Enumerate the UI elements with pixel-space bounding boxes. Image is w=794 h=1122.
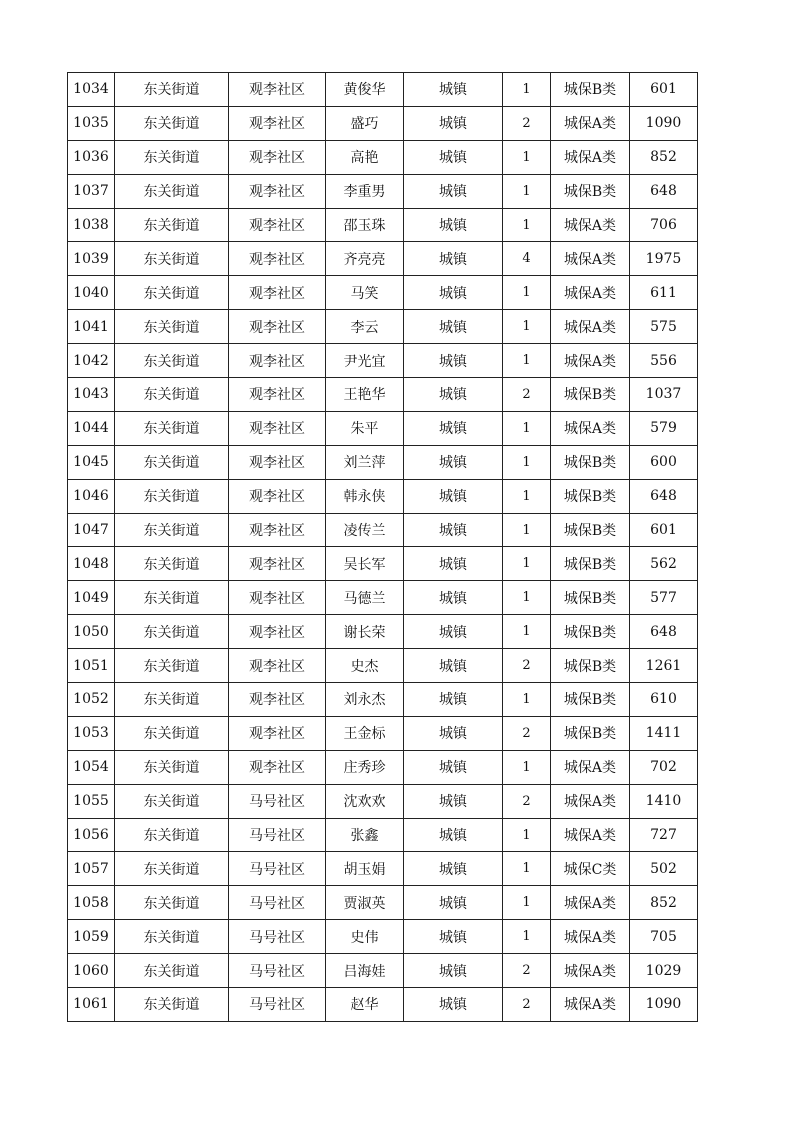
table-row: [68, 852, 698, 886]
community-cell: 观李社区: [229, 683, 326, 717]
category-cell: 城保B类: [551, 581, 630, 615]
row-number-cell: 1059: [68, 920, 115, 954]
area-type-cell: 城镇: [404, 683, 503, 717]
area-type-cell: 城镇: [404, 513, 503, 547]
table-row: [68, 954, 698, 988]
household-count-cell: 1: [503, 344, 551, 378]
community-cell: 观李社区: [229, 208, 326, 242]
community-cell: 观李社区: [229, 242, 326, 276]
row-number-cell: 1055: [68, 784, 115, 818]
subsidy-roster-table: [67, 72, 698, 1022]
area-type-cell: 城镇: [404, 988, 503, 1022]
street-cell: 东关街道: [115, 445, 229, 479]
community-cell: 观李社区: [229, 445, 326, 479]
area-type-cell: 城镇: [404, 716, 503, 750]
street-cell: 东关街道: [115, 547, 229, 581]
table-row: [68, 920, 698, 954]
street-cell: 东关街道: [115, 242, 229, 276]
name-cell: 王艳华: [326, 378, 404, 412]
street-cell: 东关街道: [115, 174, 229, 208]
area-type-cell: 城镇: [404, 73, 503, 107]
amount-cell: 1975: [630, 242, 698, 276]
amount-cell: 600: [630, 445, 698, 479]
table-row: [68, 818, 698, 852]
area-type-cell: 城镇: [404, 276, 503, 310]
row-number-cell: 1050: [68, 615, 115, 649]
street-cell: 东关街道: [115, 513, 229, 547]
name-cell: 高艳: [326, 140, 404, 174]
row-number-cell: 1052: [68, 683, 115, 717]
table-row: [68, 479, 698, 513]
name-cell: 马德兰: [326, 581, 404, 615]
community-cell: 马号社区: [229, 988, 326, 1022]
area-type-cell: 城镇: [404, 818, 503, 852]
amount-cell: 611: [630, 276, 698, 310]
amount-cell: 1410: [630, 784, 698, 818]
category-cell: 城保A类: [551, 310, 630, 344]
community-cell: 观李社区: [229, 615, 326, 649]
table-row: [68, 784, 698, 818]
name-cell: 张鑫: [326, 818, 404, 852]
household-count-cell: 1: [503, 547, 551, 581]
amount-cell: 648: [630, 174, 698, 208]
name-cell: 凌传兰: [326, 513, 404, 547]
street-cell: 东关街道: [115, 954, 229, 988]
community-cell: 观李社区: [229, 344, 326, 378]
table-row: [68, 988, 698, 1022]
household-count-cell: 1: [503, 750, 551, 784]
name-cell: 史杰: [326, 649, 404, 683]
area-type-cell: 城镇: [404, 852, 503, 886]
household-count-cell: 4: [503, 242, 551, 276]
community-cell: 马号社区: [229, 886, 326, 920]
area-type-cell: 城镇: [404, 106, 503, 140]
household-count-cell: 2: [503, 784, 551, 818]
row-number-cell: 1060: [68, 954, 115, 988]
area-type-cell: 城镇: [404, 310, 503, 344]
category-cell: 城保A类: [551, 920, 630, 954]
table-row: [68, 649, 698, 683]
row-number-cell: 1044: [68, 411, 115, 445]
name-cell: 刘兰萍: [326, 445, 404, 479]
row-number-cell: 1047: [68, 513, 115, 547]
amount-cell: 562: [630, 547, 698, 581]
community-cell: 马号社区: [229, 920, 326, 954]
household-count-cell: 1: [503, 615, 551, 649]
table-row: [68, 547, 698, 581]
area-type-cell: 城镇: [404, 140, 503, 174]
community-cell: 观李社区: [229, 513, 326, 547]
area-type-cell: 城镇: [404, 581, 503, 615]
name-cell: 马笑: [326, 276, 404, 310]
street-cell: 东关街道: [115, 886, 229, 920]
area-type-cell: 城镇: [404, 750, 503, 784]
category-cell: 城保B类: [551, 683, 630, 717]
street-cell: 东关街道: [115, 276, 229, 310]
row-number-cell: 1056: [68, 818, 115, 852]
community-cell: 马号社区: [229, 784, 326, 818]
amount-cell: 702: [630, 750, 698, 784]
category-cell: 城保B类: [551, 547, 630, 581]
household-count-cell: 2: [503, 106, 551, 140]
household-count-cell: 2: [503, 649, 551, 683]
category-cell: 城保A类: [551, 344, 630, 378]
amount-cell: 601: [630, 513, 698, 547]
street-cell: 东关街道: [115, 378, 229, 412]
community-cell: 观李社区: [229, 479, 326, 513]
table-row: [68, 750, 698, 784]
table-row: [68, 411, 698, 445]
table-row: [68, 581, 698, 615]
table-row: [68, 615, 698, 649]
household-count-cell: 1: [503, 818, 551, 852]
area-type-cell: 城镇: [404, 649, 503, 683]
household-count-cell: 1: [503, 852, 551, 886]
area-type-cell: 城镇: [404, 174, 503, 208]
area-type-cell: 城镇: [404, 344, 503, 378]
row-number-cell: 1039: [68, 242, 115, 276]
community-cell: 观李社区: [229, 581, 326, 615]
community-cell: 观李社区: [229, 276, 326, 310]
row-number-cell: 1038: [68, 208, 115, 242]
name-cell: 庄秀珍: [326, 750, 404, 784]
table-row: [68, 886, 698, 920]
street-cell: 东关街道: [115, 344, 229, 378]
row-number-cell: 1049: [68, 581, 115, 615]
area-type-cell: 城镇: [404, 479, 503, 513]
category-cell: 城保A类: [551, 818, 630, 852]
row-number-cell: 1058: [68, 886, 115, 920]
name-cell: 朱平: [326, 411, 404, 445]
name-cell: 胡玉娟: [326, 852, 404, 886]
category-cell: 城保A类: [551, 140, 630, 174]
street-cell: 东关街道: [115, 716, 229, 750]
category-cell: 城保A类: [551, 276, 630, 310]
category-cell: 城保A类: [551, 208, 630, 242]
street-cell: 东关街道: [115, 852, 229, 886]
table-row: [68, 378, 698, 412]
street-cell: 东关街道: [115, 683, 229, 717]
amount-cell: 648: [630, 479, 698, 513]
street-cell: 东关街道: [115, 310, 229, 344]
community-cell: 观李社区: [229, 750, 326, 784]
name-cell: 吴长军: [326, 547, 404, 581]
row-number-cell: 1034: [68, 73, 115, 107]
row-number-cell: 1040: [68, 276, 115, 310]
row-number-cell: 1037: [68, 174, 115, 208]
community-cell: 观李社区: [229, 106, 326, 140]
category-cell: 城保B类: [551, 378, 630, 412]
category-cell: 城保A类: [551, 954, 630, 988]
area-type-cell: 城镇: [404, 784, 503, 818]
household-count-cell: 2: [503, 988, 551, 1022]
community-cell: 观李社区: [229, 716, 326, 750]
street-cell: 东关街道: [115, 818, 229, 852]
household-count-cell: 2: [503, 954, 551, 988]
household-count-cell: 1: [503, 276, 551, 310]
name-cell: 刘永杰: [326, 683, 404, 717]
name-cell: 吕海娃: [326, 954, 404, 988]
household-count-cell: 1: [503, 886, 551, 920]
amount-cell: 727: [630, 818, 698, 852]
amount-cell: 556: [630, 344, 698, 378]
name-cell: 齐亮亮: [326, 242, 404, 276]
amount-cell: 1037: [630, 378, 698, 412]
table-body: [68, 73, 698, 1022]
community-cell: 观李社区: [229, 411, 326, 445]
table-row: [68, 208, 698, 242]
household-count-cell: 1: [503, 208, 551, 242]
area-type-cell: 城镇: [404, 242, 503, 276]
community-cell: 观李社区: [229, 649, 326, 683]
row-number-cell: 1053: [68, 716, 115, 750]
name-cell: 沈欢欢: [326, 784, 404, 818]
area-type-cell: 城镇: [404, 378, 503, 412]
community-cell: 马号社区: [229, 818, 326, 852]
row-number-cell: 1041: [68, 310, 115, 344]
area-type-cell: 城镇: [404, 886, 503, 920]
category-cell: 城保C类: [551, 852, 630, 886]
street-cell: 东关街道: [115, 649, 229, 683]
street-cell: 东关街道: [115, 988, 229, 1022]
amount-cell: 1090: [630, 106, 698, 140]
amount-cell: 610: [630, 683, 698, 717]
amount-cell: 1411: [630, 716, 698, 750]
category-cell: 城保A类: [551, 242, 630, 276]
community-cell: 观李社区: [229, 547, 326, 581]
name-cell: 韩永侠: [326, 479, 404, 513]
table-row: [68, 242, 698, 276]
name-cell: 王金标: [326, 716, 404, 750]
category-cell: 城保B类: [551, 513, 630, 547]
amount-cell: 575: [630, 310, 698, 344]
household-count-cell: 1: [503, 445, 551, 479]
community-cell: 观李社区: [229, 310, 326, 344]
row-number-cell: 1045: [68, 445, 115, 479]
category-cell: 城保B类: [551, 716, 630, 750]
row-number-cell: 1061: [68, 988, 115, 1022]
category-cell: 城保B类: [551, 73, 630, 107]
amount-cell: 706: [630, 208, 698, 242]
table-row: [68, 140, 698, 174]
name-cell: 谢长荣: [326, 615, 404, 649]
category-cell: 城保A类: [551, 886, 630, 920]
amount-cell: 579: [630, 411, 698, 445]
community-cell: 观李社区: [229, 378, 326, 412]
row-number-cell: 1057: [68, 852, 115, 886]
street-cell: 东关街道: [115, 411, 229, 445]
row-number-cell: 1048: [68, 547, 115, 581]
street-cell: 东关街道: [115, 479, 229, 513]
category-cell: 城保A类: [551, 750, 630, 784]
table-row: [68, 276, 698, 310]
category-cell: 城保A类: [551, 411, 630, 445]
household-count-cell: 2: [503, 378, 551, 412]
household-count-cell: 1: [503, 581, 551, 615]
household-count-cell: 1: [503, 513, 551, 547]
table-row: [68, 310, 698, 344]
row-number-cell: 1051: [68, 649, 115, 683]
area-type-cell: 城镇: [404, 954, 503, 988]
street-cell: 东关街道: [115, 581, 229, 615]
street-cell: 东关街道: [115, 784, 229, 818]
area-type-cell: 城镇: [404, 920, 503, 954]
amount-cell: 852: [630, 140, 698, 174]
street-cell: 东关街道: [115, 920, 229, 954]
amount-cell: 577: [630, 581, 698, 615]
household-count-cell: 1: [503, 683, 551, 717]
community-cell: 马号社区: [229, 852, 326, 886]
street-cell: 东关街道: [115, 208, 229, 242]
community-cell: 观李社区: [229, 140, 326, 174]
table-row: [68, 344, 698, 378]
amount-cell: 705: [630, 920, 698, 954]
household-count-cell: 2: [503, 716, 551, 750]
amount-cell: 852: [630, 886, 698, 920]
street-cell: 东关街道: [115, 73, 229, 107]
amount-cell: 601: [630, 73, 698, 107]
name-cell: 盛巧: [326, 106, 404, 140]
category-cell: 城保A类: [551, 784, 630, 818]
category-cell: 城保B类: [551, 479, 630, 513]
row-number-cell: 1042: [68, 344, 115, 378]
table-row: [68, 716, 698, 750]
household-count-cell: 1: [503, 174, 551, 208]
area-type-cell: 城镇: [404, 615, 503, 649]
household-count-cell: 1: [503, 140, 551, 174]
category-cell: 城保B类: [551, 615, 630, 649]
row-number-cell: 1036: [68, 140, 115, 174]
name-cell: 李云: [326, 310, 404, 344]
table-row: [68, 445, 698, 479]
household-count-cell: 1: [503, 310, 551, 344]
household-count-cell: 1: [503, 411, 551, 445]
street-cell: 东关街道: [115, 106, 229, 140]
community-cell: 马号社区: [229, 954, 326, 988]
category-cell: 城保B类: [551, 445, 630, 479]
area-type-cell: 城镇: [404, 445, 503, 479]
category-cell: 城保A类: [551, 988, 630, 1022]
row-number-cell: 1054: [68, 750, 115, 784]
community-cell: 观李社区: [229, 174, 326, 208]
amount-cell: 502: [630, 852, 698, 886]
area-type-cell: 城镇: [404, 208, 503, 242]
name-cell: 赵华: [326, 988, 404, 1022]
table-row: [68, 73, 698, 107]
name-cell: 贾淑英: [326, 886, 404, 920]
category-cell: 城保B类: [551, 649, 630, 683]
table-row: [68, 683, 698, 717]
amount-cell: 1029: [630, 954, 698, 988]
row-number-cell: 1035: [68, 106, 115, 140]
table-row: [68, 513, 698, 547]
name-cell: 邵玉珠: [326, 208, 404, 242]
table-row: [68, 106, 698, 140]
area-type-cell: 城镇: [404, 411, 503, 445]
table-row: [68, 174, 698, 208]
amount-cell: 1090: [630, 988, 698, 1022]
amount-cell: 1261: [630, 649, 698, 683]
row-number-cell: 1043: [68, 378, 115, 412]
household-count-cell: 1: [503, 73, 551, 107]
area-type-cell: 城镇: [404, 547, 503, 581]
household-count-cell: 1: [503, 479, 551, 513]
community-cell: 观李社区: [229, 73, 326, 107]
row-number-cell: 1046: [68, 479, 115, 513]
name-cell: 尹光宜: [326, 344, 404, 378]
amount-cell: 648: [630, 615, 698, 649]
name-cell: 史伟: [326, 920, 404, 954]
street-cell: 东关街道: [115, 615, 229, 649]
street-cell: 东关街道: [115, 140, 229, 174]
category-cell: 城保B类: [551, 174, 630, 208]
name-cell: 黄俊华: [326, 73, 404, 107]
name-cell: 李重男: [326, 174, 404, 208]
street-cell: 东关街道: [115, 750, 229, 784]
category-cell: 城保A类: [551, 106, 630, 140]
household-count-cell: 1: [503, 920, 551, 954]
